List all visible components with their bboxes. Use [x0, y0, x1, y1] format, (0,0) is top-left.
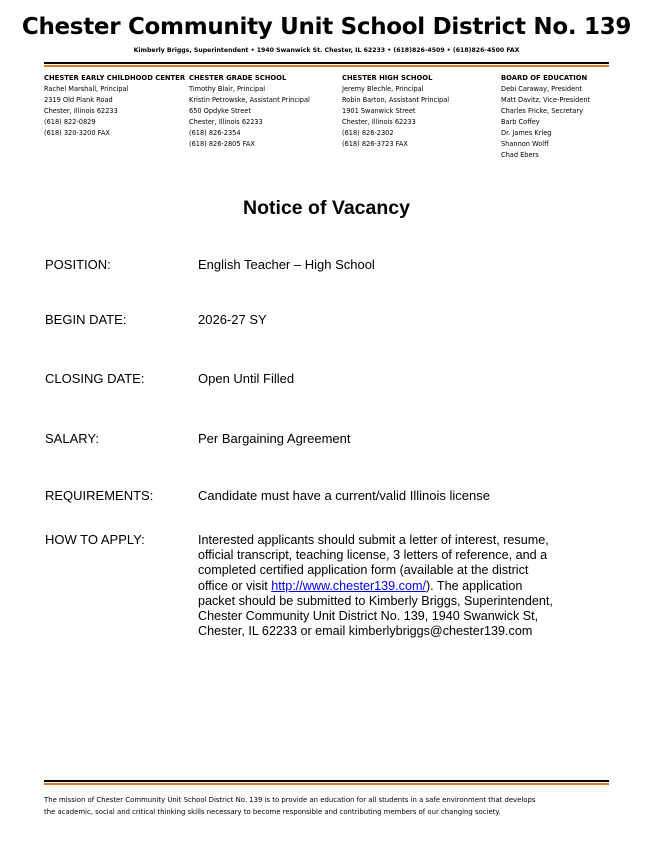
column-line: Dr. James Krieg [501, 129, 552, 137]
grade-school-column [189, 73, 310, 150]
column-title: CHESTER HIGH SCHOOL [342, 74, 433, 82]
salary-label: SALARY: [45, 431, 99, 446]
footer-rule-orange [44, 783, 609, 785]
early-childhood-center-column [44, 73, 185, 139]
apply-line: Chester, IL 62233 or email kimberlybriggs@chester139.com [198, 624, 533, 639]
column-line: (618) 826-3723 FAX [342, 140, 408, 148]
column-title: CHESTER EARLY CHILDHOOD CENTER [44, 74, 186, 82]
column-line: Timothy Blair, Principal [189, 85, 266, 93]
column-line: Rachel Marshall, Principal [44, 85, 129, 93]
begin-date-label: BEGIN DATE: [45, 312, 127, 327]
board-of-education-column [501, 73, 590, 161]
closing-date-value: Open Until Filled [198, 371, 295, 386]
requirements-label: REQUIREMENTS: [45, 488, 154, 503]
apply-line: Interested applicants should submit a letter of interest, resume, [198, 533, 549, 547]
column-line: (618) 826-2302 [342, 129, 394, 137]
district-title: Chester Community Unit School District No. 139 [21, 14, 632, 40]
apply-line-prefix: office or visit [198, 578, 272, 593]
apply-line-suffix: ). The application [425, 578, 523, 593]
closing-date-label: CLOSING DATE: [45, 371, 145, 386]
column-line: Shannon Wolff [501, 140, 549, 148]
mission-line: the academic, social and critical thinking skills necessary to become responsible and contributing members of our changing society. [44, 808, 501, 816]
column-title: CHESTER GRADE SCHOOL [189, 74, 287, 82]
column-line: (618) 826-2354 [189, 129, 241, 137]
begin-date-value: 2026-27 SY [198, 312, 267, 327]
column-line: Jeremy Blechle, Principal [342, 85, 424, 93]
mission-statement [44, 794, 614, 818]
header-rule-orange [44, 65, 609, 67]
column-line: 1901 Swanwick Street [342, 107, 416, 115]
column-line: 650 Opdyke Street [189, 107, 251, 115]
column-line: 2319 Old Plank Road [44, 96, 113, 104]
column-line: (618) 320-3200 FAX [44, 129, 110, 137]
apply-line-with-link [198, 579, 578, 594]
apply-line: Chester Community Unit District No. 139, 1940 Swanwick St, [198, 609, 539, 624]
column-line: (618) 822-0829 [44, 118, 96, 126]
apply-line: packet should be submitted to Kimberly Briggs, Superintendent, [198, 593, 553, 608]
high-school-column [342, 73, 449, 150]
column-line: Chester, Illinois 62233 [342, 118, 416, 126]
district-contact-line: Kimberly Briggs, Superintendent • 1940 Swanwick St. Chester, IL 62233 • (618)826-4509 • (618)826-4500 FAX [133, 47, 520, 54]
column-line: Chester, Illinois 62233 [189, 118, 263, 126]
position-label: POSITION: [45, 257, 111, 272]
column-line: Chester, Illinois 62233 [44, 107, 118, 115]
column-line: Kristin Petrowske, Assistant Principal [189, 96, 310, 104]
footer-rule-black [44, 780, 609, 782]
salary-value: Per Bargaining Agreement [198, 431, 351, 446]
column-line: Matt Davitz, Vice-President [501, 96, 591, 104]
apply-line: official transcript, teaching license, 3 letters of reference, and a [198, 548, 548, 563]
apply-line: completed certified application form (available at the district [198, 563, 529, 578]
how-to-apply-text [198, 533, 578, 639]
header-rule-black [44, 62, 609, 64]
mission-line: The mission of Chester Community Unit School District No. 139 is to provide an education for all students in a safe environment that develops [44, 796, 536, 804]
column-line: Chad Ebers [501, 151, 539, 159]
column-line: Barb Coffey [501, 118, 540, 126]
column-title: BOARD OF EDUCATION [501, 74, 588, 82]
district-website-link[interactable]: http://www.chester139.com/ [271, 578, 426, 593]
how-to-apply-label: HOW TO APPLY: [45, 532, 145, 547]
position-value: English Teacher – High School [198, 257, 375, 272]
column-line: Charles Fricke, Secretary [501, 107, 583, 115]
column-line: Robin Barton, Assistant Principal [342, 96, 450, 104]
column-line: Debi Caraway, President [501, 85, 582, 93]
column-line: (618) 826-2805 FAX [189, 140, 255, 148]
notice-title: Notice of Vacancy [243, 197, 410, 219]
requirements-value: Candidate must have a current/valid Illinois license [198, 488, 490, 503]
